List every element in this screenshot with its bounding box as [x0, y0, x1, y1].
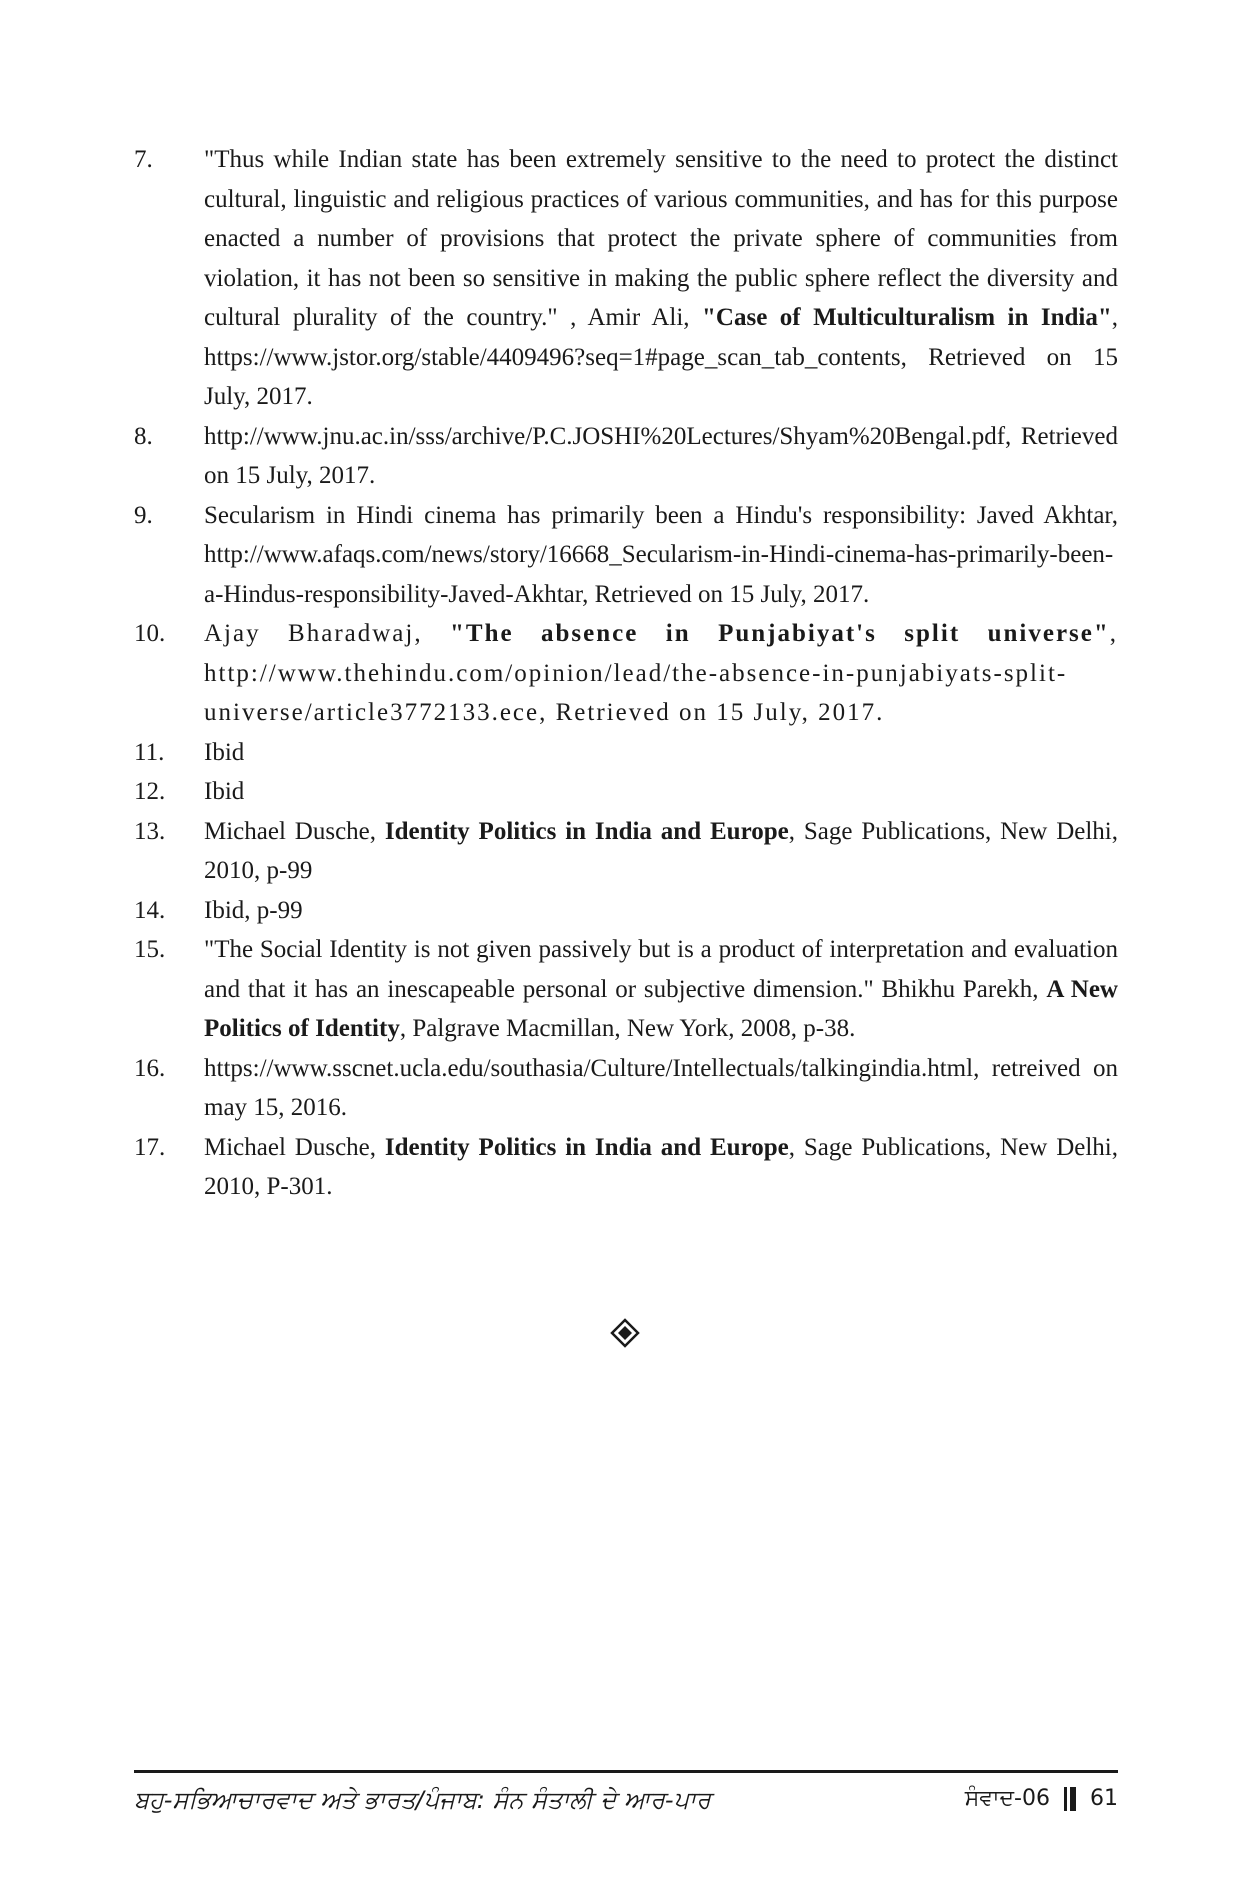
endnote-text [204, 417, 1118, 496]
endnote-title: Identity Politics in India and Europe [384, 817, 789, 845]
endnote-text [204, 772, 1118, 812]
endnote-segment: Michael Dusche, [204, 1133, 385, 1161]
endnote-text [204, 812, 1118, 891]
endnote-text [204, 140, 1118, 417]
endnote-number: 15. [134, 936, 166, 963]
endnote-title: "The absence in Punjabiyat's split universe" [450, 620, 1110, 647]
endnote-text [204, 496, 1118, 615]
endnote-text [204, 1128, 1118, 1207]
footer-rule [134, 1770, 1118, 1773]
diamond-ornament-icon [610, 1318, 640, 1348]
endnote-number: 16. [134, 1054, 166, 1082]
endnote-text [204, 930, 1118, 1049]
endnote-number: 9. [134, 501, 153, 529]
endnote-item [134, 614, 1118, 733]
endnote-text [204, 1049, 1118, 1128]
footer-series: ਸੰਵਾਦ-06 [964, 1786, 1050, 1811]
endnote-item [134, 891, 1118, 931]
bars-ornament-icon [1064, 1787, 1076, 1811]
endnote-segment: , Sage Publications, New Delhi, 2010, P-301. [204, 1133, 1118, 1200]
endnote-title: A New Politics of Identity [204, 975, 1118, 1042]
endnote-segment: Michael Dusche, [204, 817, 385, 845]
endnotes-list [134, 140, 1118, 1207]
endnote-item [134, 930, 1118, 1049]
endnote-title: "Case of Multiculturalism in India" [702, 304, 1112, 331]
endnote-segment: Secularism in Hindi cinema has primarily been a Hindu's responsibility: Javed Akhtar, http://www.afaqs.com/news/story/16668_Secularism-in-Hindi-cinema-has-primarily-been-a-Hindus-responsibility-Javed-Akhtar, Retrieved on 15 July, 2017. [204, 501, 1118, 608]
endnote-segment: https://www.sscnet.ucla.edu/southasia/Culture/Intellectuals/talkingindia.html, retreived on may 15, 2016. [204, 1054, 1118, 1121]
endnote-segment: "Thus while Indian state has been extremely sensitive to the need to protect the distinct cultural, linguistic and religious practices of various communities, and has for this purpose enacted a number of provisions that protect the private sphere of communities from violation, it has not been so sensitive in making the public sphere reflect the diversity and cultural plurality of the country." , Amir Ali, [204, 146, 1118, 331]
endnote-text [204, 614, 1118, 733]
endnote-item [134, 772, 1118, 812]
endnote-segment: Ibid, p-99 [204, 896, 303, 924]
endnote-item [134, 812, 1118, 891]
endnote-title: Identity Politics in India and Europe [384, 1133, 789, 1161]
endnote-segment: http://www.jnu.ac.in/sss/archive/P.C.JOSHI%20Lectures/Shyam%20Bengal.pdf, Retrieved on 15 July, 2017. [204, 422, 1118, 489]
endnote-segment: , https://www.jstor.org/stable/4409496?seq=1#page_scan_tab_contents, Retrieved on 15 July, 2017. [204, 304, 1118, 410]
endnote-number: 10. [134, 620, 166, 647]
endnote-number: 12. [134, 778, 166, 805]
endnote-number: 11. [134, 738, 165, 766]
endnote-segment: Ibid [204, 778, 245, 805]
endnote-text [204, 733, 1118, 773]
endnote-segment: Ibid [204, 738, 245, 766]
endnote-number: 7. [134, 146, 153, 173]
endnote-segment: , http://www.thehindu.com/opinion/lead/the-absence-in-punjabiyats-split-universe/article3772133.ece, Retrieved on 15 July, 2017. [204, 620, 1118, 726]
footer-page-info [965, 1786, 1118, 1811]
endnote-item [134, 1049, 1118, 1128]
endnote-item [134, 733, 1118, 773]
endnote-segment: "The Social Identity is not given passively but is a product of interpretation and evaluation and that it has an inescapeable personal or subjective dimension." Bhikhu Parekh, [204, 936, 1118, 1003]
endnote-number: 13. [134, 817, 166, 845]
endnote-item [134, 140, 1118, 417]
footer-book-title: ਬਹੁ-ਸਭਿਆਚਾਰਵਾਦ ਅਤੇ ਭਾਰਤ/ਪੰਜਾਬ: ਸੰਨ ਸੰਤਾਲੀ ਦੇ ਆਰ-ਪਾਰ [134, 1786, 711, 1814]
endnote-item [134, 496, 1118, 615]
endnote-item [134, 417, 1118, 496]
endnote-segment: , Sage Publications, New Delhi, 2010, p-99 [204, 817, 1118, 884]
endnote-item [134, 1128, 1118, 1207]
endnote-text [204, 891, 1118, 931]
page-number: 61 [1090, 1786, 1118, 1811]
endnote-number: 14. [134, 896, 166, 924]
endnote-number: 8. [134, 422, 153, 450]
endnote-segment: , Palgrave Macmillan, New York, 2008, p-38. [399, 1015, 856, 1042]
endnote-number: 17. [134, 1133, 166, 1161]
endnote-segment: Ajay Bharadwaj, [204, 620, 451, 647]
